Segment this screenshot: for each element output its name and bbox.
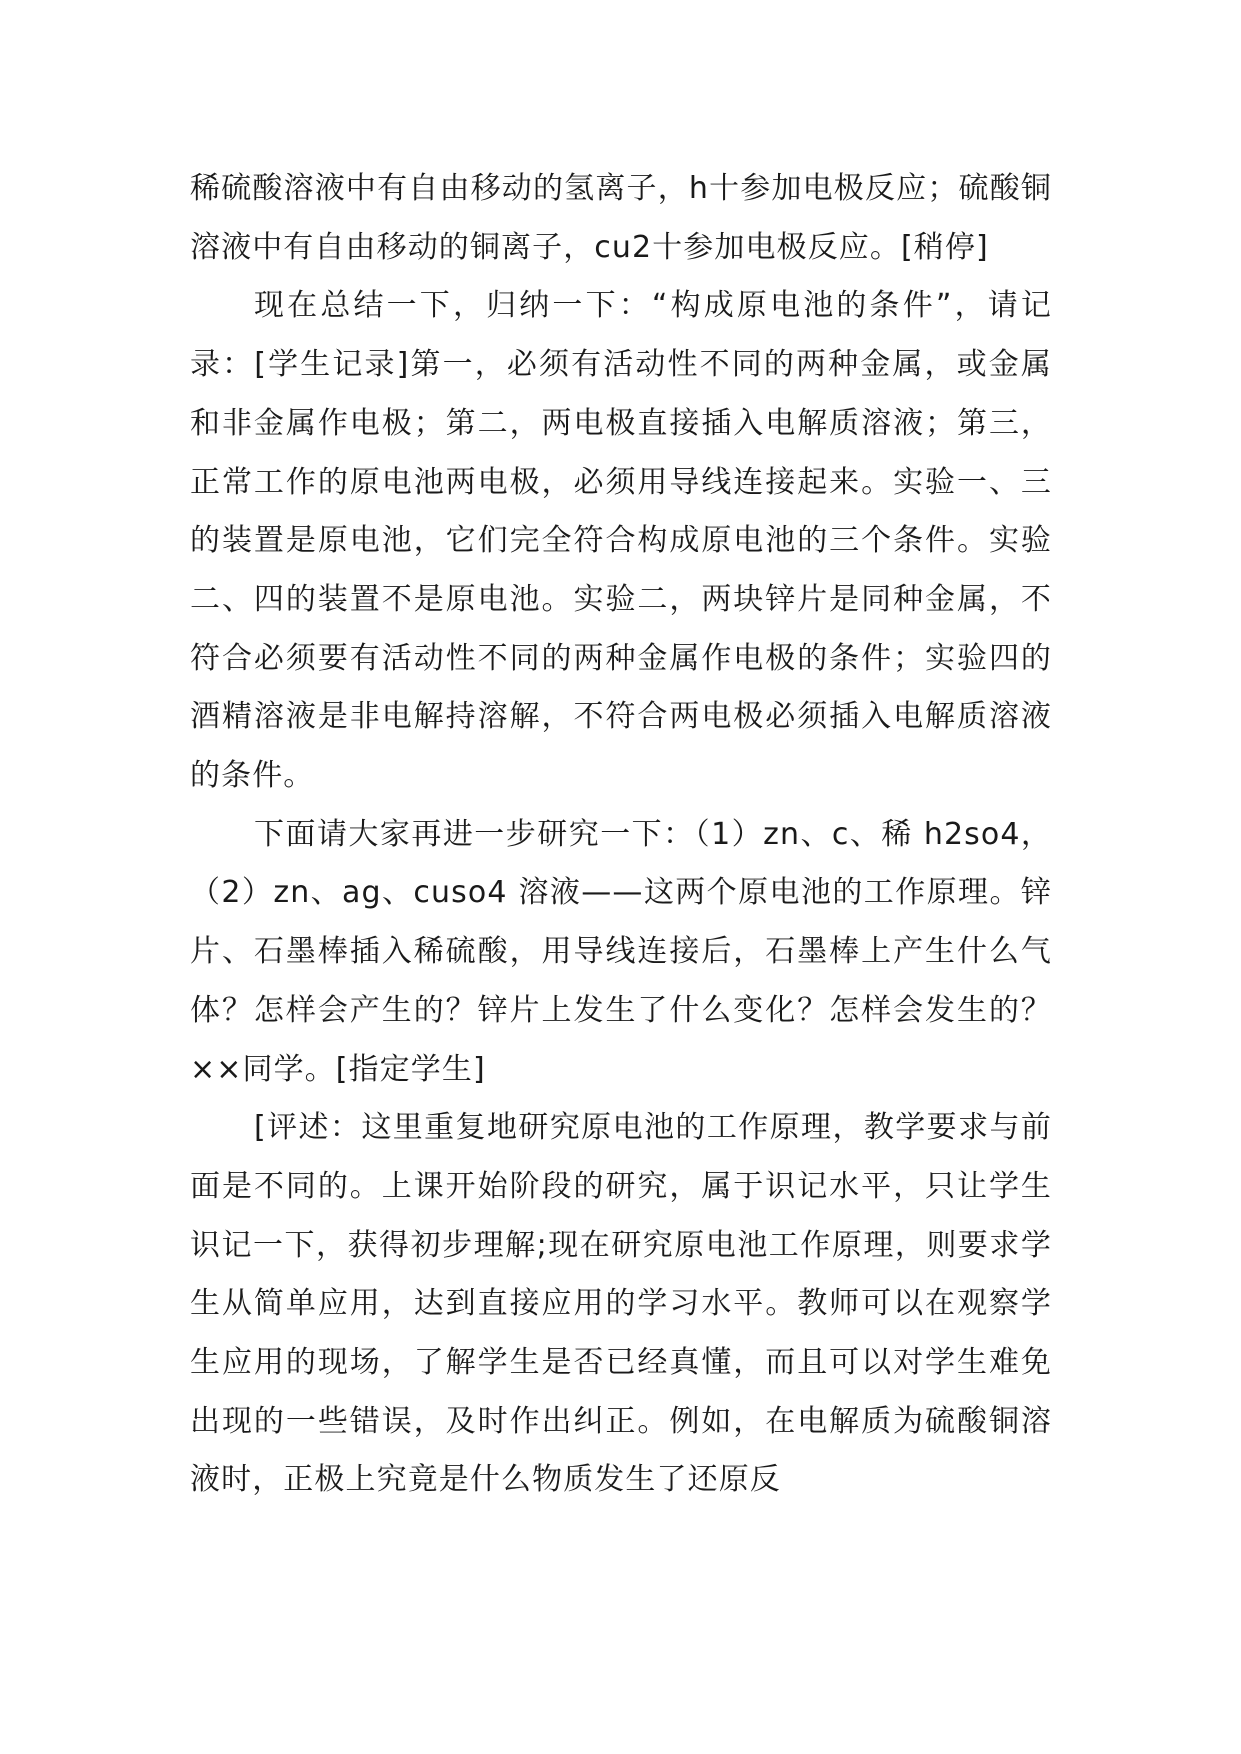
paragraph-1: 稀硫酸溶液中有自由移动的氢离子，h十参加电极反应；硫酸铜溶液中有自由移动的铜离子，cu2十参加电极反应。[稍停]	[190, 171, 1052, 265]
paragraph-4: [评述：这里重复地研究原电池的工作原理，教学要求与前面是不同的。上课开始阶段的研究，属于识记水平，只让学生识记一下，获得初步理解;现在研究原电池工作原理，则要求学生从简单应用，达到直接应用的学习水平。教师可以在观察学生应用的现场，了解学生是否已经真懂，而且可以对学生难免出现的一些错误，及时作出纠正。例如，在电解质为硫酸铜溶液时，正极上究竟是什么物质发生了还原反	[190, 1110, 1052, 1498]
paragraph-2: 现在总结一下，归纳一下：“构成原电池的条件”，请记录：[学生记录]第一，必须有活动性不同的两种金属，或金属和非金属作电极；第二，两电极直接插入电解质溶液；第三，正常工作的原电池两电极，必须用导线连接起来。实验一、三的装置是原电池，它们完全符合构成原电池的三个条件。实验二、四的装置不是原电池。实验二，两块锌片是同种金属，不符合必须要有活动性不同的两种金属作电极的条件；实验四的酒精溶液是非电解持溶解，不符合两电极必须插入电解质溶液的条件。	[190, 288, 1052, 794]
paragraph-3: 下面请大家再进一步研究一下：（1）zn、c、稀 h2so4，（2）zn、ag、cuso4 溶液——这两个原电池的工作原理。锌片、石墨棒插入稀硫酸，用导线连接后，石墨棒上产生什么气体？怎样会产生的？锌片上发生了什么变化？怎样会发生的？××同学。[指定学生]	[190, 816, 1052, 1087]
body-text	[190, 160, 1052, 1510]
